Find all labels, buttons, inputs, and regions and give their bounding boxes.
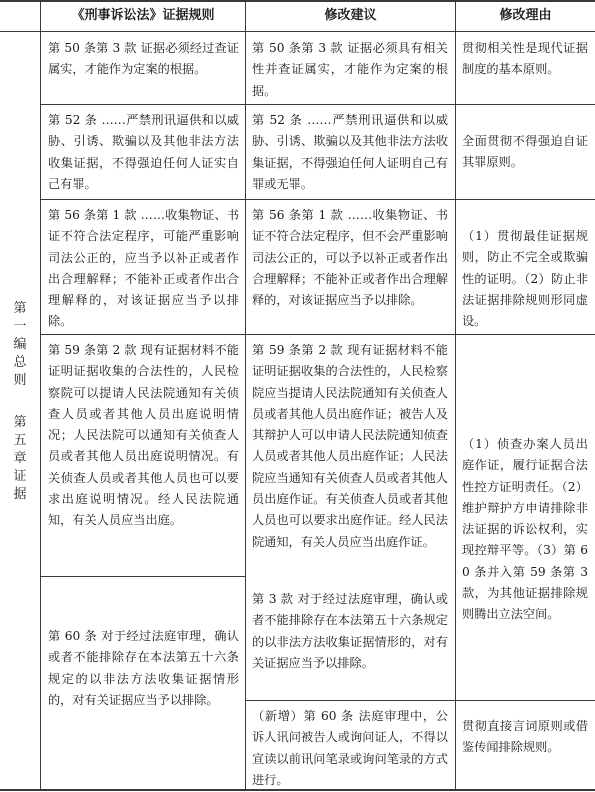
col-divider (40, 0, 41, 790)
reason-cell: （1）侦查办案人员出庭作证，履行证据合法性控方证明责任。（2）维护辩护方申请排除非法证据的诉讼权利，实现控辩平等。（3）第 60 条并入第 59 条第 3 款，为其他证据排除规则腾出立法空间。 (462, 437, 588, 622)
law-cell: 第 59 条第 2 款 现有证据材料不能证明证据收集的合法性的，人民检察院可以提请人民法院通知有关侦查人员或者其他人员出庭说明情况；人民法院可以通知有关侦查人员或者其他人员出庭说明情况。有关侦查人员或者其他人员也可以要求出庭说明情况。经人民法院通知，有关人员应当出庭。 (48, 343, 239, 528)
row-divider (245, 700, 595, 701)
reason-cell: （1）贯彻最佳证据规则，防止不完全或欺骗性的证明。（2）防止非法证据排除规则形同虚设。 (462, 229, 588, 329)
proposal-cell: 第 59 条第 2 款 现有证据材料不能证明证据收集的合法性的，人民检察院应当提请人民法院通知有关侦查人员或者其他人员出庭作证；被告人及其辩护人可以申请人民法院通知侦查人员或者其他人员出庭作证；人民法院应当通知有关侦查人员或者其他人员出庭作证。有关侦查人员或者其他人员也可以要求出庭作证。经人民法院通知，有关人员应当出庭作证。 (252, 343, 448, 549)
header-law-column: 《刑事诉讼法》证据规则 (71, 8, 215, 23)
proposal-cell: 第 52 条 ……严禁刑讯逼供和以威胁、引诱、欺骗以及其他非法方法收集证据，不得强迫任何人证明自己有罪或无罪。 (252, 113, 448, 191)
header-reason-column: 修改理由 (499, 8, 552, 23)
col-divider (455, 0, 456, 790)
law-cell: 第 50 条第 3 款 证据必须经过查证属实，才能作为定案的根据。 (48, 41, 239, 77)
part-label: 第 一 编 总 则 (13, 301, 27, 388)
reason-cell: 贯彻直接言词原则或借鉴传闻排除规则。 (462, 719, 588, 755)
row-divider (40, 199, 595, 200)
reason-cell: 全面贯彻不得强迫自证其罪原则。 (462, 134, 588, 170)
proposal-cell: 第 56 条第 1 款 ……收集物证、书证不符合法定程序，但不会严重影响司法公正的，可以予以补正或者作出合理解释；不能补正或者作出合理解释的，对该证据应当予以排除。 (252, 208, 448, 308)
proposal-cell: 第 3 款 对于经过法庭审理，确认或者不能排除存在本法第五十六条规定的以非法方法收集证据情形的，对有关证据应当予以排除。 (252, 592, 448, 670)
row-divider (40, 576, 245, 577)
proposal-cell: （新增）第 60 条 法庭审理中，公诉人讯问被告人或询问证人，不得以宣读以前讯问笔录或询问笔录的方式进行。 (252, 709, 448, 787)
header-divider (0, 31, 595, 32)
header-proposal-column: 修改建议 (324, 8, 377, 23)
border-top (0, 0, 595, 2)
proposal-cell: 第 50 条第 3 款 证据必须具有相关性并查证属实，才能作为定案的根据。 (252, 41, 448, 98)
chapter-label: 第 五 章 证 据 (13, 415, 27, 502)
row-divider (40, 104, 595, 105)
law-cell: 第 52 条 ……严禁刑讯逼供和以威胁、引诱、欺骗以及其他非法方法收集证据，不得强迫任何人证实自己有罪。 (48, 113, 239, 191)
law-cell: 第 60 条 对于经过法庭审理，确认或者不能排除存在本法第五十六条规定的以非法方法收集证据情形的，对有关证据应当予以排除。 (48, 629, 239, 707)
row-divider (40, 334, 595, 335)
reason-cell: 贯彻相关性是现代证据制度的基本原则。 (462, 41, 588, 77)
col-divider (245, 0, 246, 790)
law-cell: 第 56 条第 1 款 ……收集物证、书证不符合法定程序，可能严重影响司法公正的，应当予以补正或者作出合理解释；不能补正或者作出合理解释的，对该证据应当予以排除。 (48, 208, 239, 329)
